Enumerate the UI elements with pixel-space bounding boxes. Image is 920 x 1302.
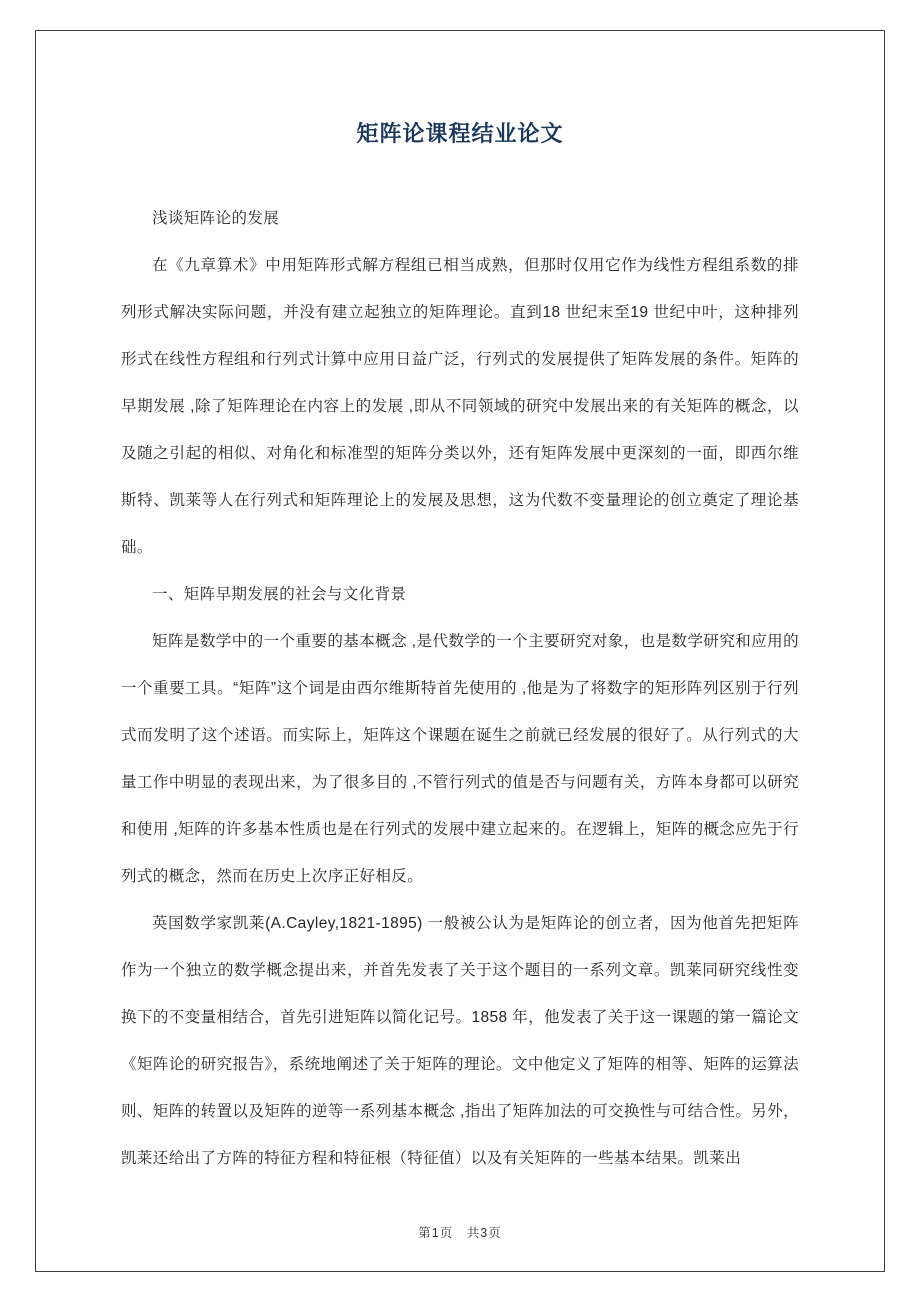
paragraph-section-heading: 一、矩阵早期发展的社会与文化背景	[152, 586, 407, 603]
document-body	[121, 195, 799, 1182]
document-title: 矩阵论课程结业论文	[356, 121, 564, 146]
paragraph-intro: 在《九章算术》中用矩阵形式解方程组已相当成熟，但那时仅用它作为线性方程组系数的排列形式解决实际问题，并没有建立起独立的矩阵理论。直到18 世纪末至19 世纪中叶，这种排列形式在线性方程组和行列式计算中应用日益广泛，行列式的发展提供了矩阵发展的条件。矩阵的早期发展 ,除了矩阵理论在内容上的发展 ,即从不同领域的研究中发展出来的有关矩阵的概念，以及随之引起的相似、对角化和标准型的矩阵分类以外，还有矩阵发展中更深刻的一面，即西尔维斯特、凯莱等人在行列式和矩阵理论上的发展及思想，这为代数不变量理论的创立奠定了理论基础。	[121, 257, 799, 556]
paragraph-matrix-concept: 矩阵是数学中的一个重要的基本概念 ,是代数学的一个主要研究对象，也是数学研究和应用的一个重要工具。“矩阵”这个词是由西尔维斯特首先使用的 ,他是为了将数字的矩形阵列区别于行列式而发明了这个述语。而实际上，矩阵这个课题在诞生之前就已经发展的很好了。从行列式的大量工作中明显的表现出来，为了很多目的 ,不管行列式的值是否与问题有关，方阵本身都可以研究和使用 ,矩阵的许多基本性质也是在行列式的发展中建立起来的。在逻辑上，矩阵的概念应先于行列式的概念，然而在历史上次序正好相反。	[121, 633, 799, 885]
page-border	[35, 30, 885, 1272]
page-number-footer: 第1页 共3页	[418, 1226, 502, 1240]
paragraph-cayley: 英国数学家凯莱(A.Cayley,1821-1895) 一般被公认为是矩阵论的创立者，因为他首先把矩阵作为一个独立的数学概念提出来，并首先发表了关于这个题目的一系列文章。凯莱同研究线性变换下的不变量相结合，首先引进矩阵以简化记号。1858 年，他发表了关于这一课题的第一篇论文《矩阵论的研究报告》，系统地阐述了关于矩阵的理论。文中他定义了矩阵的相等、矩阵的运算法则、矩阵的转置以及矩阵的逆等一系列基本概念 ,指出了矩阵加法的可交换性与可结合性。另外，凯莱还给出了方阵的特征方程和特征根（特征值）以及有关矩阵的一些基本结果。凯莱出	[121, 915, 799, 1167]
paragraph-subtitle: 浅谈矩阵论的发展	[152, 210, 280, 227]
